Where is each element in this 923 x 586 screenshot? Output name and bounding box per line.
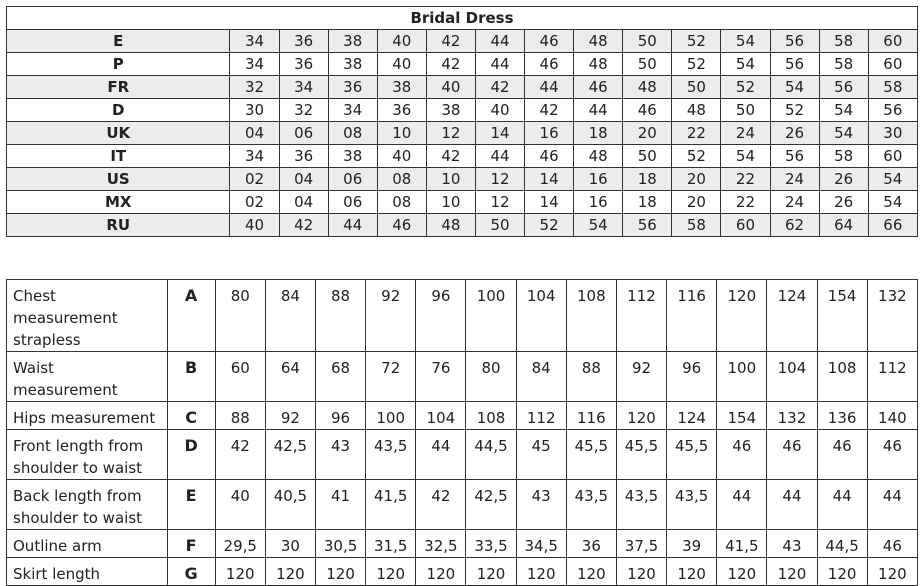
measurement-cell: 92 xyxy=(616,352,666,402)
measurement-cell: 42,5 xyxy=(265,430,315,480)
size-cell: 38 xyxy=(328,30,377,53)
measurement-cell: 84 xyxy=(516,352,566,402)
size-cell: 44 xyxy=(574,99,623,122)
size-row-p xyxy=(7,53,918,76)
size-cell: 44 xyxy=(328,214,377,237)
measurement-cell: 104 xyxy=(516,280,566,352)
measurement-cell: 120 xyxy=(516,558,566,586)
measurement-label: Back length from shoulder to waist xyxy=(7,480,168,530)
size-cell: 36 xyxy=(328,76,377,99)
size-cell: 56 xyxy=(770,145,819,168)
size-cell: 22 xyxy=(721,168,770,191)
measurement-cell: 120 xyxy=(566,558,616,586)
size-cell: 26 xyxy=(819,168,868,191)
measurement-cell: 45,5 xyxy=(616,430,666,480)
measurement-cell: 80 xyxy=(466,352,516,402)
measurement-row-c xyxy=(7,402,918,430)
measurement-cell: 40 xyxy=(215,480,265,530)
size-cell: 44 xyxy=(525,76,574,99)
size-cell: 20 xyxy=(672,168,721,191)
measurement-cell: 43,5 xyxy=(366,430,416,480)
size-cell: 40 xyxy=(377,53,426,76)
size-cell: 60 xyxy=(868,30,917,53)
measurement-cell: 120 xyxy=(817,558,867,586)
size-cell: 54 xyxy=(868,168,917,191)
size-cell: 48 xyxy=(574,145,623,168)
measurement-cell: 100 xyxy=(366,402,416,430)
measurement-cell: 88 xyxy=(215,402,265,430)
size-cell: 36 xyxy=(279,30,328,53)
measurement-cell: 120 xyxy=(616,558,666,586)
size-cell: 20 xyxy=(623,122,672,145)
measurement-cell: 39 xyxy=(667,530,717,558)
measurement-row-d xyxy=(7,430,918,480)
size-cell: 60 xyxy=(721,214,770,237)
size-cell: 16 xyxy=(574,168,623,191)
measurement-cell: 120 xyxy=(717,558,767,586)
size-cell: 46 xyxy=(525,53,574,76)
size-cell: 58 xyxy=(819,53,868,76)
measurement-cell: 116 xyxy=(667,280,717,352)
size-cell: 30 xyxy=(230,99,279,122)
measurement-cell: 92 xyxy=(265,402,315,430)
size-cell: 66 xyxy=(868,214,917,237)
size-row-us xyxy=(7,168,918,191)
size-cell: 22 xyxy=(672,122,721,145)
measurement-row-f xyxy=(7,530,918,558)
measurement-cell: 112 xyxy=(616,280,666,352)
size-cell: 34 xyxy=(230,145,279,168)
measurement-code: A xyxy=(167,280,215,352)
measurement-cell: 46 xyxy=(717,430,767,480)
measurement-row-e xyxy=(7,480,918,530)
measurement-cell: 68 xyxy=(315,352,365,402)
measurement-cell: 76 xyxy=(416,352,466,402)
measurement-cell: 120 xyxy=(667,558,717,586)
size-cell: 04 xyxy=(279,191,328,214)
size-cell: 50 xyxy=(623,145,672,168)
measurement-cell: 112 xyxy=(867,352,917,402)
size-cell: 54 xyxy=(721,30,770,53)
measurement-cell: 88 xyxy=(566,352,616,402)
size-cell: 50 xyxy=(721,99,770,122)
measurement-cell: 45,5 xyxy=(667,430,717,480)
measurement-cell: 44 xyxy=(867,480,917,530)
size-cell: 30 xyxy=(868,122,917,145)
table-title: Bridal Dress xyxy=(7,7,918,30)
size-cell: 46 xyxy=(525,30,574,53)
measurement-cell: 100 xyxy=(717,352,767,402)
size-cell: 14 xyxy=(525,191,574,214)
measurement-cell: 30,5 xyxy=(315,530,365,558)
measurement-cell: 41,5 xyxy=(717,530,767,558)
size-conversion-table xyxy=(6,6,918,237)
measurement-cell: 92 xyxy=(366,280,416,352)
measurement-cell: 46 xyxy=(817,430,867,480)
measurement-cell: 41 xyxy=(315,480,365,530)
measurement-cell: 43 xyxy=(767,530,817,558)
size-cell: 60 xyxy=(868,53,917,76)
measurement-label: Hips measurement xyxy=(7,402,168,430)
size-cell: 62 xyxy=(770,214,819,237)
measurement-cell: 120 xyxy=(416,558,466,586)
size-cell: 22 xyxy=(721,191,770,214)
size-cell: 50 xyxy=(623,30,672,53)
measurement-cell: 120 xyxy=(366,558,416,586)
measurement-cell: 96 xyxy=(667,352,717,402)
size-cell: 52 xyxy=(672,145,721,168)
measurement-cell: 120 xyxy=(466,558,516,586)
measurement-code: E xyxy=(167,480,215,530)
size-cell: 56 xyxy=(770,53,819,76)
size-cell: 36 xyxy=(279,53,328,76)
size-cell: 10 xyxy=(426,168,475,191)
size-cell: 26 xyxy=(819,191,868,214)
size-cell: 54 xyxy=(819,122,868,145)
region-label: MX xyxy=(7,191,230,214)
measurement-cell: 120 xyxy=(215,558,265,586)
size-cell: 44 xyxy=(475,53,524,76)
size-cell: 58 xyxy=(868,76,917,99)
measurement-code: D xyxy=(167,430,215,480)
size-cell: 46 xyxy=(525,145,574,168)
size-row-ru xyxy=(7,214,918,237)
size-cell: 54 xyxy=(819,99,868,122)
size-cell: 12 xyxy=(475,191,524,214)
measurement-cell: 120 xyxy=(616,402,666,430)
size-cell: 26 xyxy=(770,122,819,145)
size-cell: 50 xyxy=(623,53,672,76)
size-cell: 60 xyxy=(868,145,917,168)
region-label: RU xyxy=(7,214,230,237)
measurement-cell: 43 xyxy=(315,430,365,480)
size-cell: 56 xyxy=(868,99,917,122)
size-cell: 16 xyxy=(574,191,623,214)
size-cell: 24 xyxy=(770,191,819,214)
measurement-cell: 31,5 xyxy=(366,530,416,558)
size-cell: 54 xyxy=(721,145,770,168)
measurement-cell: 124 xyxy=(667,402,717,430)
size-cell: 40 xyxy=(377,145,426,168)
size-cell: 48 xyxy=(574,53,623,76)
measurement-cell: 100 xyxy=(466,280,516,352)
size-cell: 38 xyxy=(377,76,426,99)
size-cell: 20 xyxy=(672,191,721,214)
size-cell: 52 xyxy=(672,53,721,76)
measurement-label: Outline arm xyxy=(7,530,168,558)
size-cell: 56 xyxy=(770,30,819,53)
measurement-cell: 120 xyxy=(767,558,817,586)
measurement-code: G xyxy=(167,558,215,586)
region-label: D xyxy=(7,99,230,122)
measurement-cell: 132 xyxy=(867,280,917,352)
measurement-cell: 124 xyxy=(767,280,817,352)
measurement-cell: 60 xyxy=(215,352,265,402)
measurement-code: B xyxy=(167,352,215,402)
measurement-cell: 42 xyxy=(416,480,466,530)
size-cell: 58 xyxy=(819,30,868,53)
size-cell: 64 xyxy=(819,214,868,237)
size-cell: 38 xyxy=(328,53,377,76)
measurement-cell: 42,5 xyxy=(466,480,516,530)
size-cell: 32 xyxy=(230,76,279,99)
size-cell: 02 xyxy=(230,191,279,214)
size-row-e xyxy=(7,30,918,53)
size-cell: 50 xyxy=(475,214,524,237)
measurement-cell: 120 xyxy=(265,558,315,586)
size-cell: 06 xyxy=(328,191,377,214)
measurement-cell: 108 xyxy=(817,352,867,402)
size-cell: 40 xyxy=(475,99,524,122)
size-cell: 42 xyxy=(426,145,475,168)
measurement-cell: 43,5 xyxy=(566,480,616,530)
region-label: UK xyxy=(7,122,230,145)
size-cell: 42 xyxy=(279,214,328,237)
size-cell: 18 xyxy=(623,168,672,191)
size-cell: 38 xyxy=(328,145,377,168)
size-row-fr xyxy=(7,76,918,99)
size-cell: 14 xyxy=(525,168,574,191)
measurement-cell: 96 xyxy=(315,402,365,430)
measurement-cell: 120 xyxy=(867,558,917,586)
measurement-cell: 43 xyxy=(516,480,566,530)
measurement-cell: 44 xyxy=(817,480,867,530)
size-cell: 16 xyxy=(525,122,574,145)
measurement-cell: 88 xyxy=(315,280,365,352)
size-cell: 40 xyxy=(377,30,426,53)
region-label: US xyxy=(7,168,230,191)
size-cell: 48 xyxy=(672,99,721,122)
region-label: E xyxy=(7,30,230,53)
measurement-cell: 108 xyxy=(566,280,616,352)
size-cell: 48 xyxy=(574,30,623,53)
size-cell: 24 xyxy=(721,122,770,145)
measurement-cell: 45 xyxy=(516,430,566,480)
size-row-d xyxy=(7,99,918,122)
size-cell: 52 xyxy=(770,99,819,122)
measurement-row-a xyxy=(7,280,918,352)
size-cell: 42 xyxy=(426,53,475,76)
size-cell: 58 xyxy=(819,145,868,168)
region-label: FR xyxy=(7,76,230,99)
size-cell: 34 xyxy=(230,30,279,53)
measurement-cell: 41,5 xyxy=(366,480,416,530)
measurement-cell: 40,5 xyxy=(265,480,315,530)
measurement-cell: 108 xyxy=(466,402,516,430)
size-row-uk xyxy=(7,122,918,145)
measurement-cell: 104 xyxy=(416,402,466,430)
measurement-cell: 42 xyxy=(215,430,265,480)
measurement-cell: 36 xyxy=(566,530,616,558)
measurement-cell: 44 xyxy=(416,430,466,480)
size-cell: 06 xyxy=(328,168,377,191)
measurement-cell: 116 xyxy=(566,402,616,430)
size-cell: 42 xyxy=(475,76,524,99)
size-cell: 36 xyxy=(377,99,426,122)
size-cell: 12 xyxy=(475,168,524,191)
size-cell: 54 xyxy=(574,214,623,237)
size-cell: 34 xyxy=(328,99,377,122)
measurement-cell: 33,5 xyxy=(466,530,516,558)
size-cell: 50 xyxy=(672,76,721,99)
size-cell: 32 xyxy=(279,99,328,122)
measurement-table xyxy=(6,279,918,586)
measurement-label: Front length from shoulder to waist xyxy=(7,430,168,480)
size-cell: 54 xyxy=(721,53,770,76)
region-label: P xyxy=(7,53,230,76)
measurement-cell: 136 xyxy=(817,402,867,430)
size-cell: 38 xyxy=(426,99,475,122)
measurement-cell: 43,5 xyxy=(616,480,666,530)
size-cell: 04 xyxy=(279,168,328,191)
size-row-mx xyxy=(7,191,918,214)
size-cell: 10 xyxy=(426,191,475,214)
measurement-cell: 44 xyxy=(717,480,767,530)
measurement-cell: 104 xyxy=(767,352,817,402)
region-label: IT xyxy=(7,145,230,168)
measurement-cell: 29,5 xyxy=(215,530,265,558)
size-cell: 52 xyxy=(672,30,721,53)
size-cell: 52 xyxy=(721,76,770,99)
measurement-cell: 84 xyxy=(265,280,315,352)
measurement-cell: 44,5 xyxy=(817,530,867,558)
size-cell: 44 xyxy=(475,145,524,168)
measurement-row-g xyxy=(7,558,918,586)
measurement-cell: 132 xyxy=(767,402,817,430)
size-cell: 48 xyxy=(426,214,475,237)
measurement-label: Chest measurement strapless xyxy=(7,280,168,352)
measurement-cell: 154 xyxy=(817,280,867,352)
size-cell: 44 xyxy=(475,30,524,53)
size-cell: 12 xyxy=(426,122,475,145)
size-cell: 14 xyxy=(475,122,524,145)
size-cell: 42 xyxy=(426,30,475,53)
size-cell: 56 xyxy=(623,214,672,237)
size-cell: 34 xyxy=(279,76,328,99)
size-cell: 54 xyxy=(770,76,819,99)
measurement-cell: 154 xyxy=(717,402,767,430)
size-cell: 10 xyxy=(377,122,426,145)
measurement-cell: 72 xyxy=(366,352,416,402)
size-cell: 48 xyxy=(623,76,672,99)
measurement-cell: 44,5 xyxy=(466,430,516,480)
measurement-cell: 46 xyxy=(767,430,817,480)
measurement-cell: 120 xyxy=(717,280,767,352)
size-row-it xyxy=(7,145,918,168)
measurement-cell: 46 xyxy=(867,430,917,480)
size-cell: 40 xyxy=(230,214,279,237)
measurement-code: C xyxy=(167,402,215,430)
measurement-code: F xyxy=(167,530,215,558)
measurement-cell: 30 xyxy=(265,530,315,558)
measurement-cell: 32,5 xyxy=(416,530,466,558)
size-cell: 56 xyxy=(819,76,868,99)
measurement-cell: 37,5 xyxy=(616,530,666,558)
size-cell: 46 xyxy=(623,99,672,122)
size-cell: 06 xyxy=(279,122,328,145)
measurement-row-b xyxy=(7,352,918,402)
measurement-cell: 46 xyxy=(867,530,917,558)
size-cell: 54 xyxy=(868,191,917,214)
measurement-cell: 96 xyxy=(416,280,466,352)
measurement-label: Waist measurement xyxy=(7,352,168,402)
size-cell: 40 xyxy=(426,76,475,99)
measurement-cell: 44 xyxy=(767,480,817,530)
size-cell: 36 xyxy=(279,145,328,168)
measurement-cell: 80 xyxy=(215,280,265,352)
measurement-cell: 34,5 xyxy=(516,530,566,558)
measurement-cell: 120 xyxy=(315,558,365,586)
measurement-cell: 112 xyxy=(516,402,566,430)
size-cell: 34 xyxy=(230,53,279,76)
measurement-cell: 43,5 xyxy=(667,480,717,530)
size-cell: 46 xyxy=(574,76,623,99)
size-cell: 42 xyxy=(525,99,574,122)
size-cell: 08 xyxy=(377,191,426,214)
size-cell: 18 xyxy=(623,191,672,214)
measurement-cell: 64 xyxy=(265,352,315,402)
size-cell: 04 xyxy=(230,122,279,145)
size-cell: 18 xyxy=(574,122,623,145)
size-cell: 46 xyxy=(377,214,426,237)
size-cell: 08 xyxy=(328,122,377,145)
measurement-label: Skirt length xyxy=(7,558,168,586)
size-cell: 08 xyxy=(377,168,426,191)
size-cell: 52 xyxy=(525,214,574,237)
size-cell: 02 xyxy=(230,168,279,191)
size-cell: 24 xyxy=(770,168,819,191)
measurement-cell: 140 xyxy=(867,402,917,430)
measurement-cell: 45,5 xyxy=(566,430,616,480)
size-cell: 58 xyxy=(672,214,721,237)
